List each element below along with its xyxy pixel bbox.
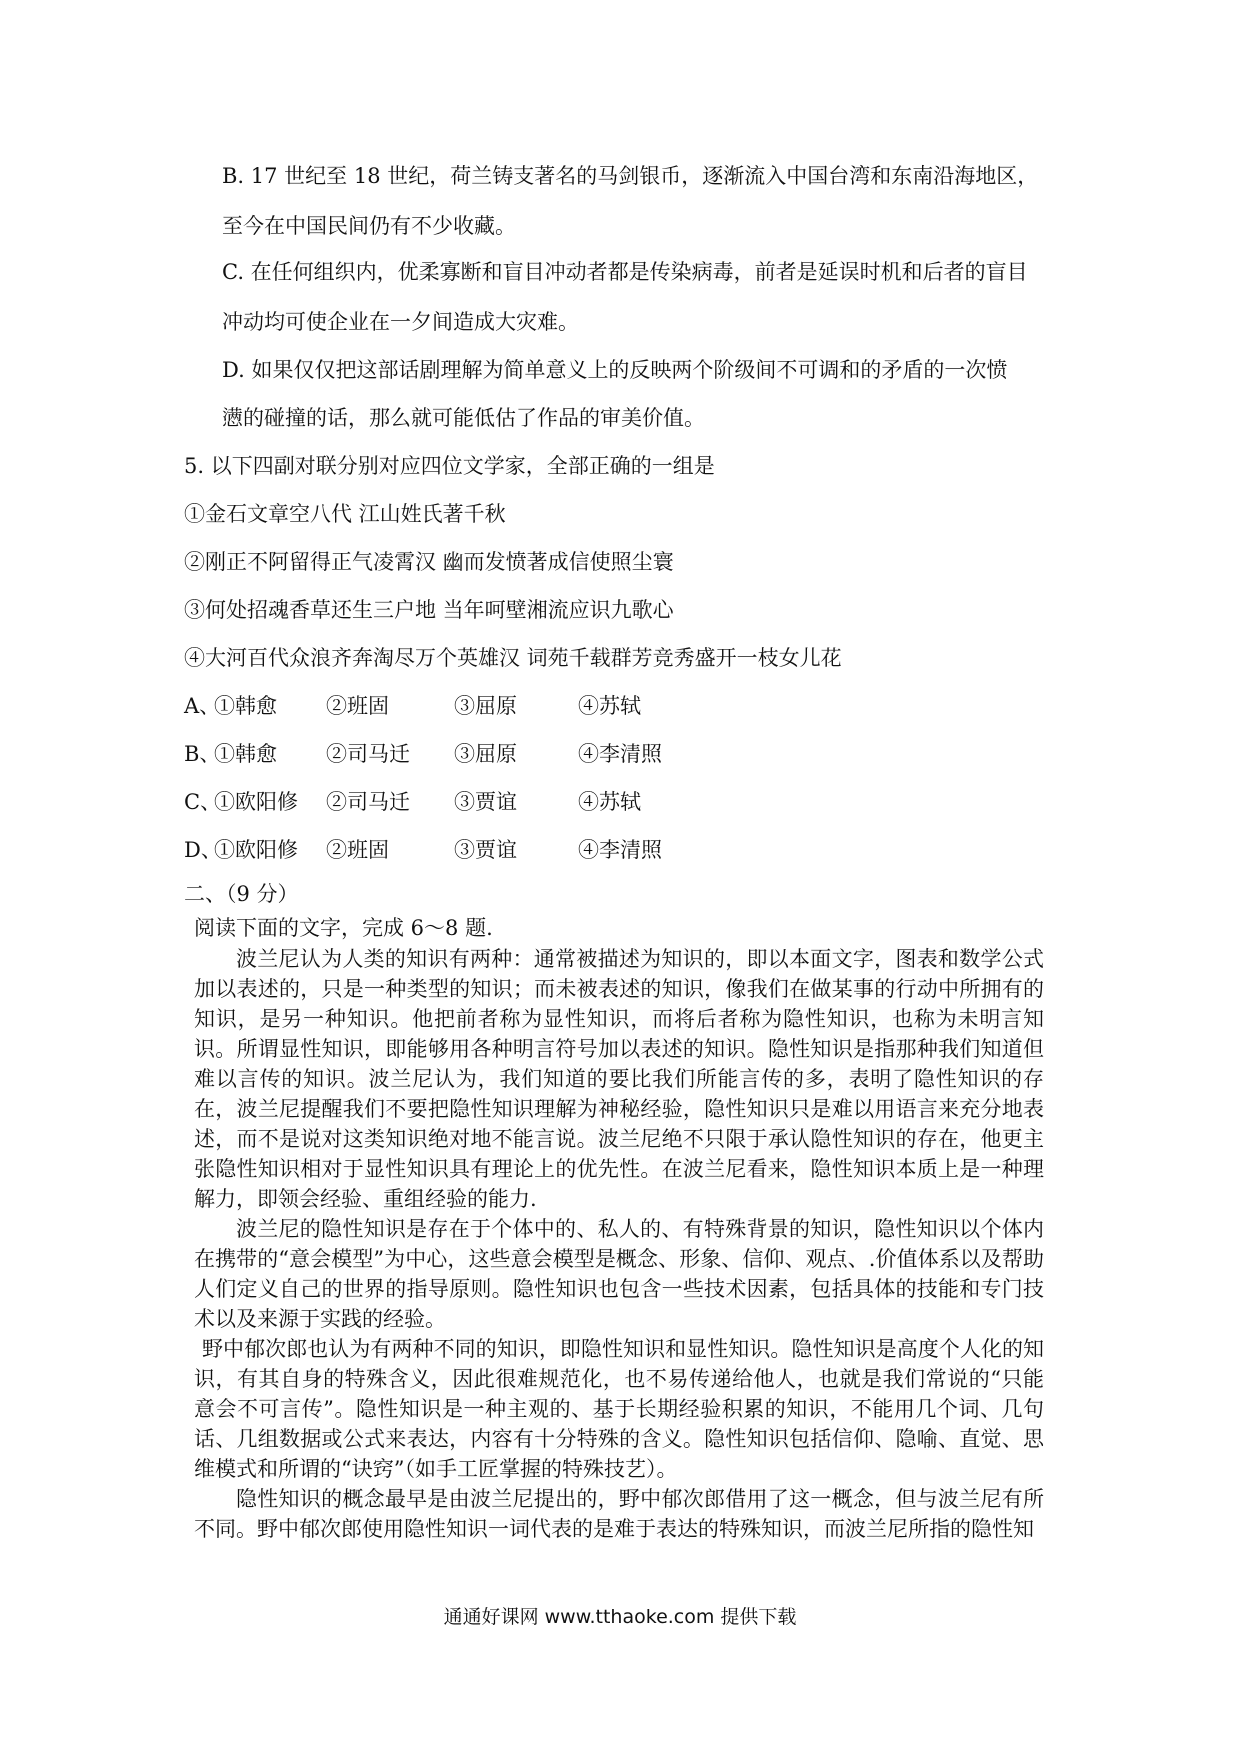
choice-c-item-4: ④苏轼 — [578, 790, 641, 814]
passage-paragraph-4: 隐性知识的概念最早是由波兰尼提出的，野中郁次郎借用了这一概念，但与波兰尼有所不同。野中郁次郎使用隐性知识一词代表的是难于表达的特殊知识，而波兰尼所指的隐性知 — [194, 1487, 1044, 1541]
choice-a-letter: A、 — [184, 694, 221, 718]
couplet-1: ①金石文章空八代 江山姓氏著千秋 — [184, 502, 506, 526]
couplet-2: ②刚正不阿留得正气凌霄汉 幽而发愤著成信使照尘寰 — [184, 550, 674, 574]
option-b-line1: B. 17 世纪至 18 世纪，荷兰铸支著名的马剑银币，逐渐流入中国台湾和东南沿海地区， — [222, 164, 1039, 188]
choice-c-item-2: ②司马迁 — [326, 790, 410, 814]
choice-b-item-1: ①韩愈 — [214, 742, 277, 766]
choice-d-item-4: ④李清照 — [578, 838, 662, 862]
choice-c-item-3: ③贾谊 — [454, 790, 517, 814]
option-d-line1: D. 如果仅仅把这部话剧理解为简单意义上的反映两个阶级间不可调和的矛盾的一次愤 — [222, 358, 1008, 382]
couplet-3: ③何处招魂香草还生三户地 当年呵壁湘流应识九歌心 — [184, 598, 674, 622]
choice-d-item-1: ①欧阳修 — [214, 838, 298, 862]
choice-a-item-2: ②班固 — [326, 694, 389, 718]
choice-d-item-2: ②班固 — [326, 838, 389, 862]
option-c-line1: C. 在任何组织内，优柔寡断和盲目冲动者都是传染病毒，前者是延误时机和后者的盲目 — [222, 260, 1028, 284]
choice-a-item-4: ④苏轼 — [578, 694, 641, 718]
choice-c-letter: C、 — [184, 790, 222, 814]
choice-b-letter: B、 — [184, 742, 221, 766]
couplet-4: ④大河百代众浪齐奔淘尽万个英雄汉 词苑千载群芳竞秀盛开一枝女儿花 — [184, 646, 842, 670]
page-footer: 通通好课网 www.tthaoke.com 提供下载 — [443, 1606, 797, 1628]
option-d-line2: 懑的碰撞的话，那么就可能低估了作品的审美价值。 — [222, 406, 705, 430]
section-2-instruction: 阅读下面的文字，完成 6～8 题. — [194, 916, 493, 940]
passage-paragraph-3: 野中郁次郎也认为有两种不同的知识，即隐性知识和显性知识。隐性知识是高度个人化的知识，有其自身的特殊含义，因此很难规范化，也不易传递给他人，也就是我们常说的“只能意会不可言传”。隐性知识是一种主观的、基于长期经验积累的知识，不能用几个词、几句话、几组数据或公式来表达，内容有十分特殊的含义。隐性知识包括信仰、隐喻、直觉、思维模式和所谓的“诀窍”（如手工匠掌握的特殊技艺）。 — [194, 1337, 1044, 1481]
question-5-stem: 5. 以下四副对联分别对应四位文学家，全部正确的一组是 — [184, 454, 715, 478]
passage-paragraph-1: 波兰尼认为人类的知识有两种：通常被描述为知识的，即以本面文字，图表和数学公式加以表述的，只是一种类型的知识；而未被表述的知识，像我们在做某事的行动中所拥有的知识，是另一种知识。他把前者称为显性知识，而将后者称为隐性知识，也称为未明言知识。所谓显性知识，即能够用各种明言符号加以表述的知识。隐性知识是指那种我们知道但难以言传的知识。波兰尼认为，我们知道的要比我们所能言传的多，表明了隐性知识的存在，波兰尼提醒我们不要把隐性知识理解为神秘经验，隐性知识只是难以用语言来充分地表述，而不是说对这类知识绝对地不能言说。波兰尼绝不只限于承认隐性知识的存在，他更主张隐性知识相对于显性知识具有理论上的优先性。在波兰尼看来，隐性知识本质上是一种理解力，即领会经验、重组经验的能力. — [194, 947, 1044, 1211]
choice-a-item-3: ③屈原 — [454, 694, 517, 718]
choice-d-letter: D、 — [184, 838, 222, 862]
section-2-heading: 二、（9 分） — [184, 882, 299, 906]
choice-c-item-1: ①欧阳修 — [214, 790, 298, 814]
choice-b-item-2: ②司马迁 — [326, 742, 410, 766]
choice-b-item-3: ③屈原 — [454, 742, 517, 766]
choice-b-item-4: ④李清照 — [578, 742, 662, 766]
passage-paragraph-2: 波兰尼的隐性知识是存在于个体中的、私人的、有特殊背景的知识，隐性知识以个体内在携带的“意会模型”为中心，这些意会模型是概念、形象、信仰、观点、.价值体系以及帮助人们定义自己的世界的指导原则。隐性知识也包含一些技术因素，包括具体的技能和专门技术以及来源于实践的经验。 — [194, 1217, 1044, 1331]
choice-d-item-3: ③贾谊 — [454, 838, 517, 862]
reading-passage — [194, 944, 1044, 1544]
choice-a-item-1: ①韩愈 — [214, 694, 277, 718]
option-c-line2: 冲动均可使企业在一夕间造成大灾难。 — [222, 310, 579, 334]
option-b-line2: 至今在中国民间仍有不少收藏。 — [222, 214, 516, 238]
